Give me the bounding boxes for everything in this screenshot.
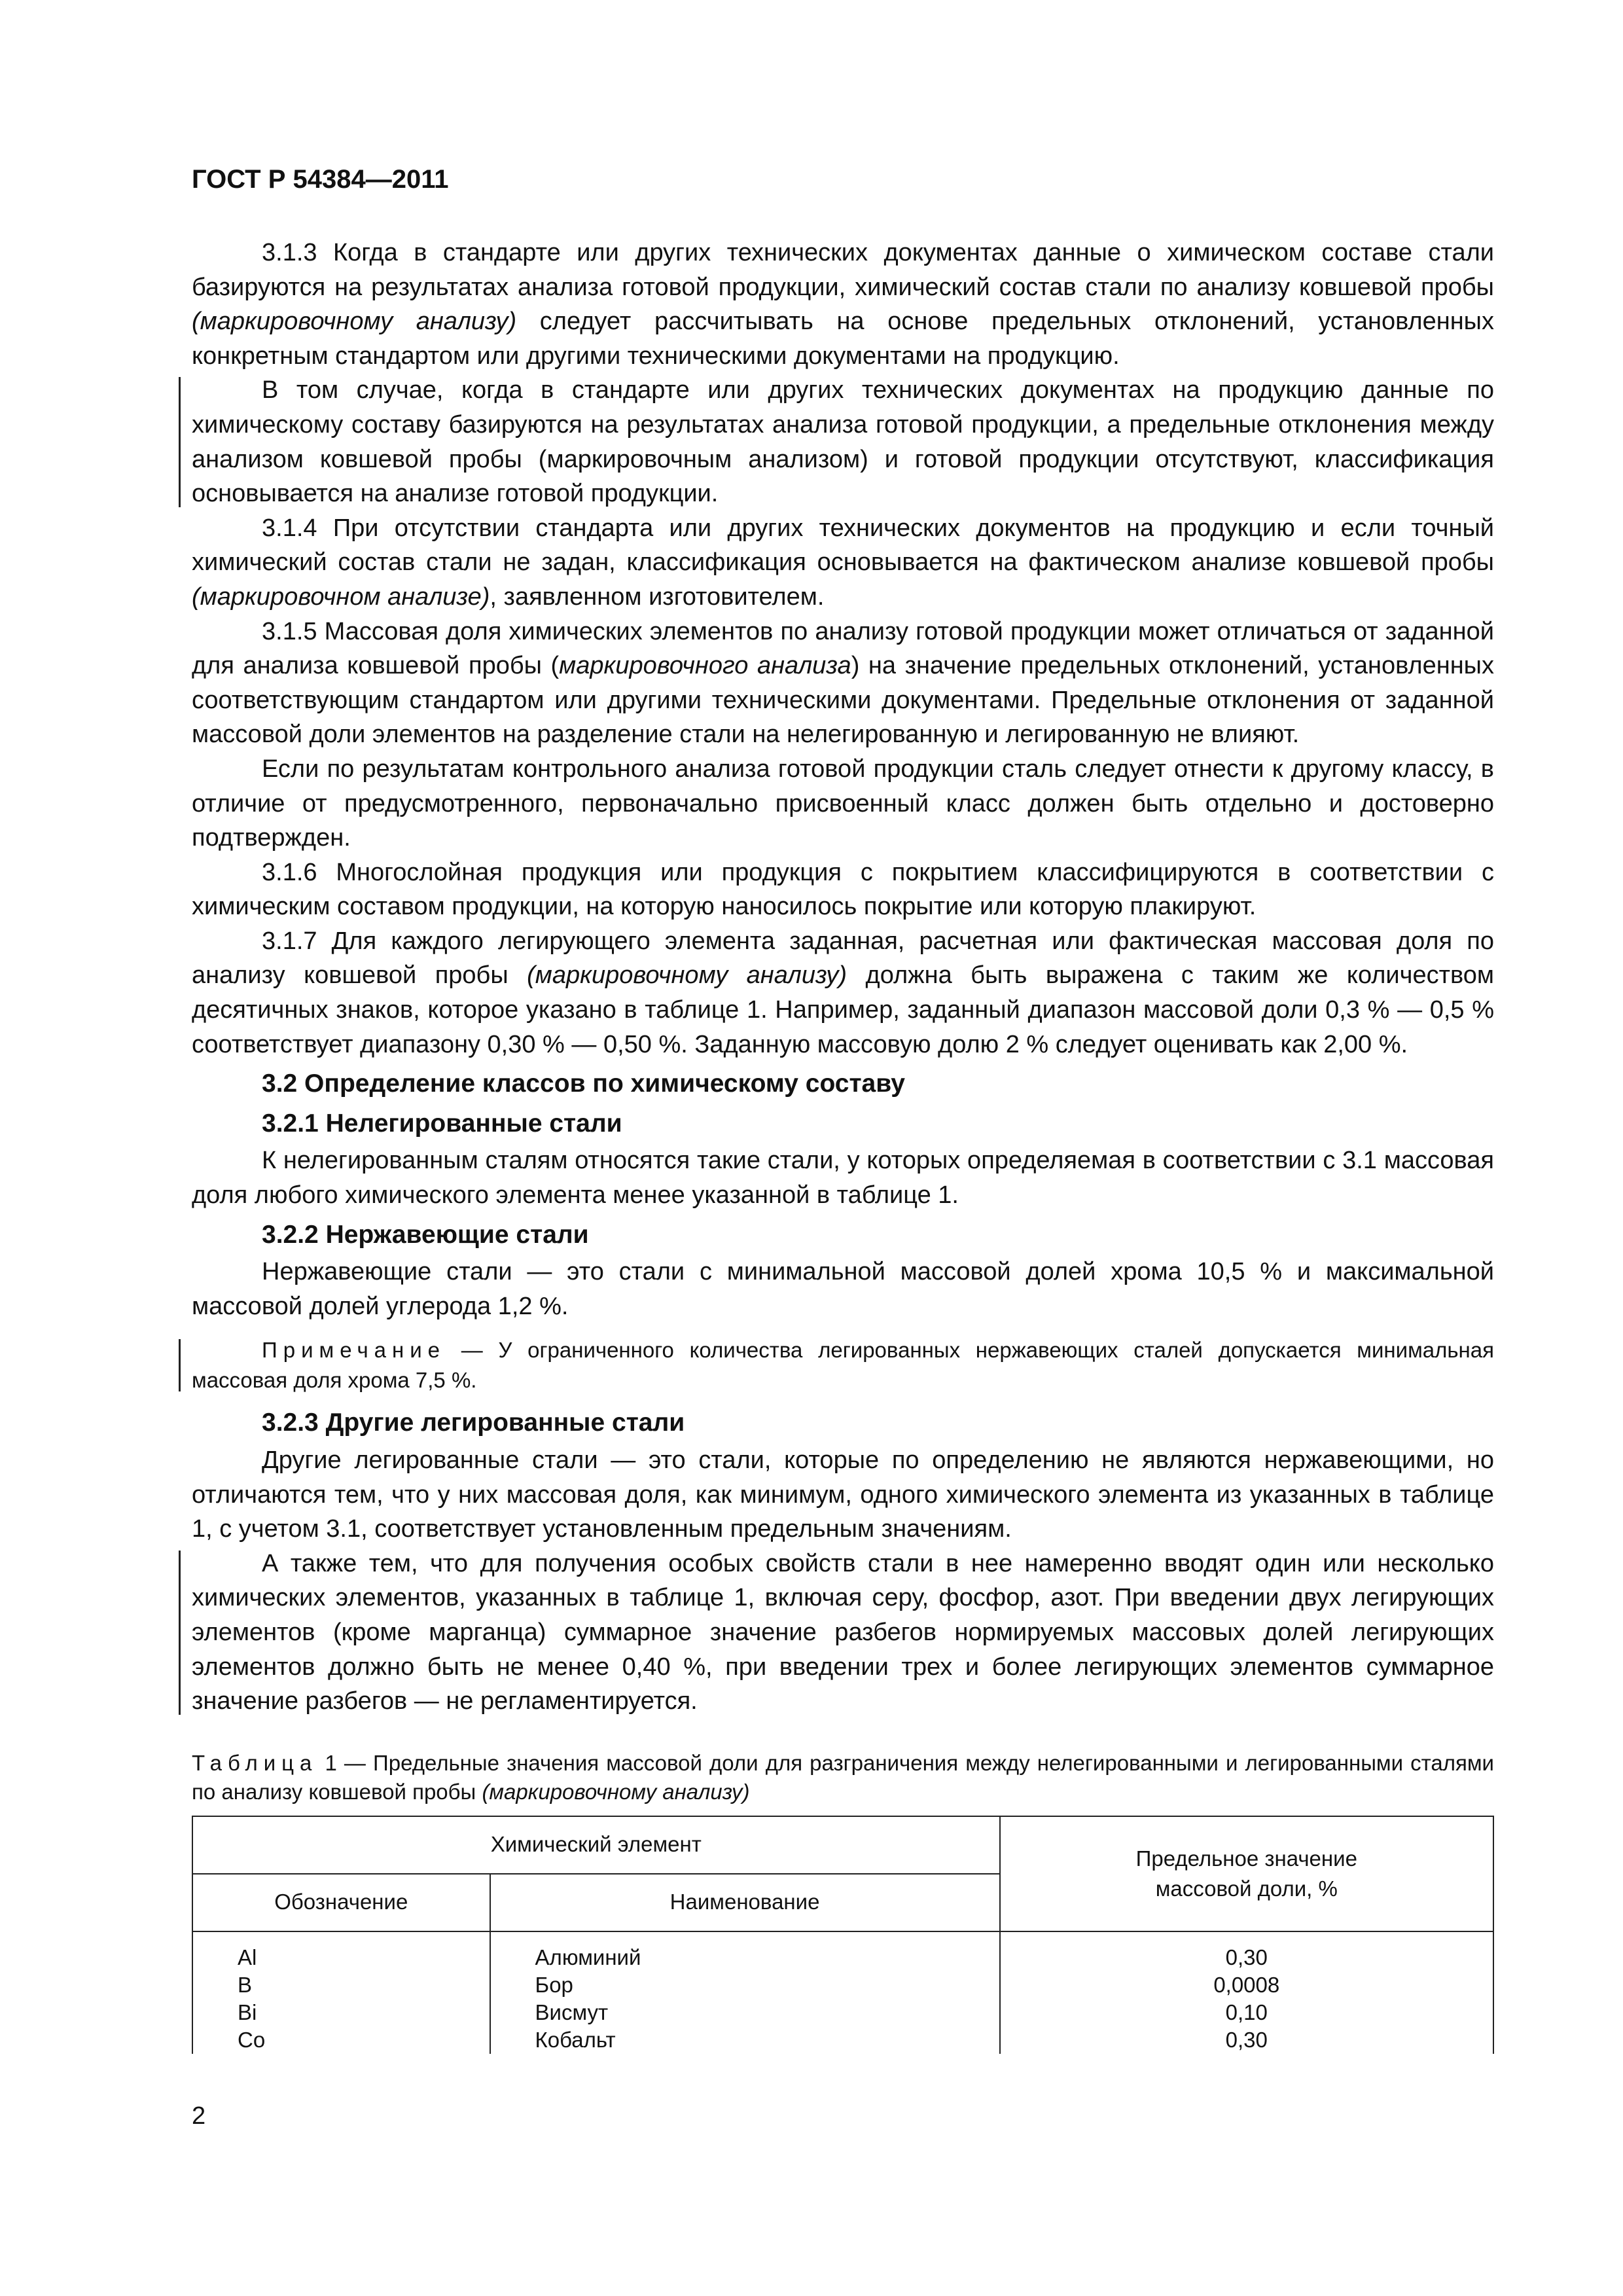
heading-3-2-1: 3.2.1 Нелегированные стали: [262, 1109, 622, 1138]
document-body: [192, 236, 1494, 2054]
table-header-chemical-element: Химический элемент: [192, 1816, 1000, 1874]
paragraph-3-2-3: Другие легированные стали — это стали, которые по определению не являются нержавеющими, но отличаются тем, что у них массовая доля, как минимум, одного химического элемента из указанных в таблице 1, с учетом 3.1, соответствует установленным предельным значениям.: [192, 1446, 1494, 1543]
table-row: [192, 1931, 1493, 1971]
paragraph-3-1-5: 3.1.5 Массовая доля химических элементов по анализу готовой продукции может отличаться от заданной для анализа ковшевой пробы (маркировочного анализа) на значение предельных отклонений, установленных соответствующим стандартом или другими техническими документами. Предельные отклонения от заданной массовой доли элементов на разделение стали на нелегированную и легированную не влияют.: [192, 617, 1494, 749]
table-header-limit-value: Предельное значение массовой доли, %: [1000, 1816, 1493, 1931]
table-row: [192, 1999, 1493, 2026]
cell-value: 0,10: [1000, 1999, 1493, 2026]
page-number: 2: [192, 2102, 206, 2130]
table-row: [192, 2026, 1493, 2054]
cell-name: Алюминий: [490, 1931, 1000, 1971]
table-caption: Таблица 1 — Предельные значения массовой доли для разграничения между нелегированными и легированными сталями по анализу ковшевой пробы (маркировочному анализу): [192, 1750, 1494, 1804]
paragraph-3-2-1: К нелегированным сталям относятся такие стали, у которых определяемая в соответствии с 3.1 массовая доля любого химического элемента менее указанной в таблице 1.: [192, 1147, 1494, 1210]
paragraph-3-2-2: Нержавеющие стали — это стали с минимальной массовой долей хрома 10,5 % и максимальной массовой долей углерода 1,2 %.: [192, 1258, 1494, 1320]
cell-symbol: B: [192, 1971, 490, 1999]
table-header-name: Наименование: [490, 1874, 1000, 1931]
heading-3-2-3: 3.2.3 Другие легированные стали: [262, 1408, 685, 1437]
note: Примечание — У ограниченного количества легированных нержавеющих сталей допускается минимальная массовая доля хрома 7,5 %.: [192, 1335, 1494, 1395]
paragraph-3-2-3-continued: А также тем, что для получения особых свойств стали в нее намеренно вводят один или несколько химических элементов, указанных в таблице 1, включая серу, фосфор, азот. При введении двух легирующих элементов (кроме марганца) суммарное значение разбегов нормируемых массовых долей легирующих элементов должно быть не менее 0,40 %, при введении трех и более легирующих элементов суммарное значение разбегов — не регламентируется.: [192, 1547, 1494, 1719]
paragraph-3-1-7: 3.1.7 Для каждого легирующего элемента заданная, расчетная или фактическая массовая доля по анализу ковшевой пробы (маркировочному анализу) должна быть выражена с таким же количеством десятичных знаков, которое указано в таблице 1. Например, заданный диапазон массовой доли 0,3 % — 0,5 % соответствует диапазону 0,30 % — 0,50 %. Заданную массовую долю 2 % следует оценивать как 2,00 %.: [192, 927, 1495, 1058]
cell-value: 0,0008: [1000, 1971, 1493, 1999]
heading-3-2-2: 3.2.2 Нержавеющие стали: [262, 1220, 589, 1249]
cell-symbol: Co: [192, 2026, 490, 2054]
cell-symbol: Al: [192, 1931, 490, 1971]
paragraph-3-1-6: 3.1.6 Многослойная продукция или продукция с покрытием классифицируются в соответствии с химическим составом продукции, на которую наносилось покрытие или которую плакируют.: [192, 858, 1494, 921]
cell-value: 0,30: [1000, 2026, 1493, 2054]
limit-values-table: [192, 1816, 1494, 2054]
paragraph-3-1-5-continued: Если по результатам контрольного анализа готовой продукции сталь следует отнести к другому классу, в отличие от предусмотренного, первоначально присвоенный класс должен быть отдельно и достоверно подтвержден.: [192, 755, 1494, 852]
cell-name: Висмут: [490, 1999, 1000, 2026]
cell-symbol: Bi: [192, 1999, 490, 2026]
paragraph-3-1-4: 3.1.4 При отсутствии стандарта или других технических документов на продукцию и если точный химический состав стали не задан, классификация основывается на фактическом анализе ковшевой пробы (маркировочном анализе), заявленном изготовителем.: [192, 514, 1494, 611]
note-label: Примечание: [262, 1338, 446, 1363]
table-header-symbol: Обозначение: [192, 1874, 490, 1931]
paragraph-3-1-3-continued: В том случае, когда в стандарте или других технических документах на продукцию данные по химическому составу базируются на результатах анализа готовой продукции, а предельные отклонения между анализом ковшевой пробы (маркировочным анализом) и готовой продукции отсутствуют, классификация основывается на анализе готовой продукции.: [192, 373, 1494, 511]
heading-3-2: 3.2 Определение классов по химическому составу: [262, 1069, 905, 1098]
cell-name: Кобальт: [490, 2026, 1000, 2054]
table-caption-label: Таблица: [192, 1750, 318, 1775]
table-row: [192, 1971, 1493, 1999]
cell-value: 0,30: [1000, 1931, 1493, 1971]
paragraph-3-1-3: 3.1.3 Когда в стандарте или других технических документах данные о химическом составе стали базируются на результатах анализа готовой продукции, химический состав стали по анализу ковшевой пробы (маркировочному анализу) следует рассчитывать на основе предельных отклонений, установленных конкретным стандартом или другими техническими документами на продукцию.: [192, 239, 1494, 370]
document-code-header: ГОСТ Р 54384—2011: [192, 165, 449, 194]
cell-name: Бор: [490, 1971, 1000, 1999]
